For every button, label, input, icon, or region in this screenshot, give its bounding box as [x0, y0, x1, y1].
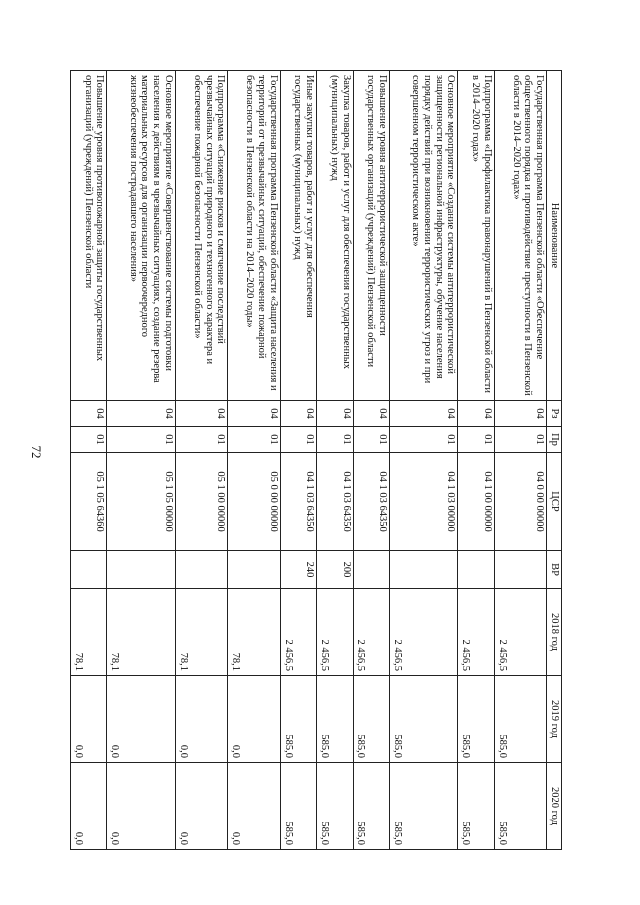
- cell-rz: 04: [228, 401, 280, 427]
- table-row: [280, 71, 316, 850]
- cell-vr: 240: [280, 551, 316, 589]
- cell-pr: 01: [107, 427, 176, 453]
- budget-table: [70, 70, 562, 850]
- cell-vr: [228, 551, 280, 589]
- header-2018: 2018 год: [547, 589, 562, 676]
- cell-vr: [389, 551, 458, 589]
- page-number: 72: [29, 445, 44, 459]
- cell-rz: 04: [389, 401, 458, 427]
- cell-2020: 585,0: [458, 763, 494, 850]
- cell-name: Иные закупки товаров, работ и услуг для обеспечения государственных (муниципальных) нужд: [280, 71, 316, 401]
- cell-rz: 04: [353, 401, 389, 427]
- cell-csr: 04 1 03 64350: [317, 453, 353, 551]
- table-row: [458, 71, 494, 850]
- table-row: [353, 71, 389, 850]
- cell-vr: 200: [317, 551, 353, 589]
- cell-2019: 585,0: [353, 676, 389, 763]
- cell-pr: 01: [494, 427, 546, 453]
- cell-csr: 04 1 03 64350: [280, 453, 316, 551]
- table-rotation-frame: [70, 70, 562, 850]
- table-row: [494, 71, 546, 850]
- cell-rz: 04: [280, 401, 316, 427]
- cell-name: Закупка товаров, работ и услуг для обеспечения государственных (муниципальных) нужд: [317, 71, 353, 401]
- header-2020: 2020 год: [547, 763, 562, 850]
- cell-2018: 2 456,5: [389, 589, 458, 676]
- cell-2018: 78,1: [228, 589, 280, 676]
- cell-pr: 01: [175, 427, 227, 453]
- cell-rz: 04: [494, 401, 546, 427]
- cell-pr: 01: [389, 427, 458, 453]
- cell-2018: 2 456,5: [353, 589, 389, 676]
- header-pr: Пр: [547, 427, 562, 453]
- cell-name: Государственная программа Пензенской области «Обеспечение общественного порядка и противодействие преступности в Пензенской области в 2014–2020 годах»: [494, 71, 546, 401]
- cell-2020: 585,0: [280, 763, 316, 850]
- cell-2019: 585,0: [389, 676, 458, 763]
- cell-2018: 78,1: [71, 589, 107, 676]
- cell-2019: 585,0: [317, 676, 353, 763]
- cell-pr: 01: [317, 427, 353, 453]
- cell-rz: 04: [175, 401, 227, 427]
- cell-rz: 04: [107, 401, 176, 427]
- table-row: [317, 71, 353, 850]
- cell-csr: 04 0 00 00000: [494, 453, 546, 551]
- cell-rz: 04: [317, 401, 353, 427]
- rotated-page-content: [70, 70, 562, 850]
- cell-2020: 585,0: [317, 763, 353, 850]
- header-csr: ЦСР: [547, 453, 562, 551]
- cell-name: Государственная программа Пензенской области «Защита населения и территорий от чрезвычайных ситуаций, обеспечение пожарной безопасности в Пензенской области на 2014–2020 годы»: [228, 71, 280, 401]
- table-row: [175, 71, 227, 850]
- cell-2018: 2 456,5: [458, 589, 494, 676]
- cell-name: Подпрограмма «Профилактика правонарушений в Пензенской области в 2014–2020 годах»: [458, 71, 494, 401]
- table-body: [71, 71, 547, 850]
- cell-2019: 585,0: [458, 676, 494, 763]
- cell-csr: 04 1 00 00000: [458, 453, 494, 551]
- cell-2020: 0,0: [175, 763, 227, 850]
- cell-vr: [458, 551, 494, 589]
- cell-2018: 2 456,5: [317, 589, 353, 676]
- cell-2018: 78,1: [107, 589, 176, 676]
- cell-2020: 585,0: [494, 763, 546, 850]
- cell-rz: 04: [458, 401, 494, 427]
- cell-2019: 585,0: [280, 676, 316, 763]
- cell-2020: 585,0: [353, 763, 389, 850]
- cell-name: Повышение уровня противопожарной защиты государственных организаций (учреждений) Пензенской области: [71, 71, 107, 401]
- table-row: [71, 71, 107, 850]
- cell-name: Основное мероприятие «Создание системы антитеррористической защищенности региональной инфраструктуры, обучение населения порядку действий при возникновении террористических угроз и при совершенном террористическом акте»: [389, 71, 458, 401]
- cell-2018: 2 456,5: [494, 589, 546, 676]
- header-vr: ВР: [547, 551, 562, 589]
- header-2019: 2019 год: [547, 676, 562, 763]
- cell-2019: 0,0: [107, 676, 176, 763]
- cell-csr: 05 1 05 64360: [71, 453, 107, 551]
- cell-name: Основное мероприятие «Совершенствование системы подготовки населения к действиям в чрезвычайных ситуациях, создание резерва материальных ресурсов для организации первоочередного жизнеобеспечения пострадавшего населения»: [107, 71, 176, 401]
- cell-name: Подпрограмма «Снижение рисков и смягчение последствий чрезвычайных ситуаций природного и техногенного характера и обеспечение пожарной безопасности Пензенской области»: [175, 71, 227, 401]
- cell-pr: 01: [280, 427, 316, 453]
- table-row: [107, 71, 176, 850]
- cell-csr: 04 1 03 64350: [353, 453, 389, 551]
- cell-2019: 0,0: [71, 676, 107, 763]
- table-row: [389, 71, 458, 850]
- cell-rz: 04: [71, 401, 107, 427]
- cell-2020: 0,0: [107, 763, 176, 850]
- header-rz: Рз: [547, 401, 562, 427]
- cell-2020: 0,0: [228, 763, 280, 850]
- cell-vr: [353, 551, 389, 589]
- cell-name: Повышение уровня антитеррористической защищенности государственных организаций (учреждений) Пензенской области: [353, 71, 389, 401]
- cell-vr: [71, 551, 107, 589]
- cell-csr: 04 1 03 00000: [389, 453, 458, 551]
- cell-2020: 585,0: [389, 763, 458, 850]
- cell-2020: 0,0: [71, 763, 107, 850]
- cell-pr: 01: [353, 427, 389, 453]
- header-name: Наименование: [547, 71, 562, 401]
- cell-2018: 78,1: [175, 589, 227, 676]
- table-row: [228, 71, 280, 850]
- cell-2018: 2 456,5: [280, 589, 316, 676]
- cell-pr: 01: [458, 427, 494, 453]
- cell-pr: 01: [71, 427, 107, 453]
- cell-vr: [175, 551, 227, 589]
- cell-vr: [107, 551, 176, 589]
- cell-csr: 05 1 00 00000: [175, 453, 227, 551]
- cell-csr: 05 1 05 00000: [107, 453, 176, 551]
- cell-2019: 0,0: [228, 676, 280, 763]
- cell-csr: 05 0 00 00000: [228, 453, 280, 551]
- cell-2019: 0,0: [175, 676, 227, 763]
- cell-2019: 585,0: [494, 676, 546, 763]
- cell-vr: [494, 551, 546, 589]
- cell-pr: 01: [228, 427, 280, 453]
- header-row: [547, 71, 562, 850]
